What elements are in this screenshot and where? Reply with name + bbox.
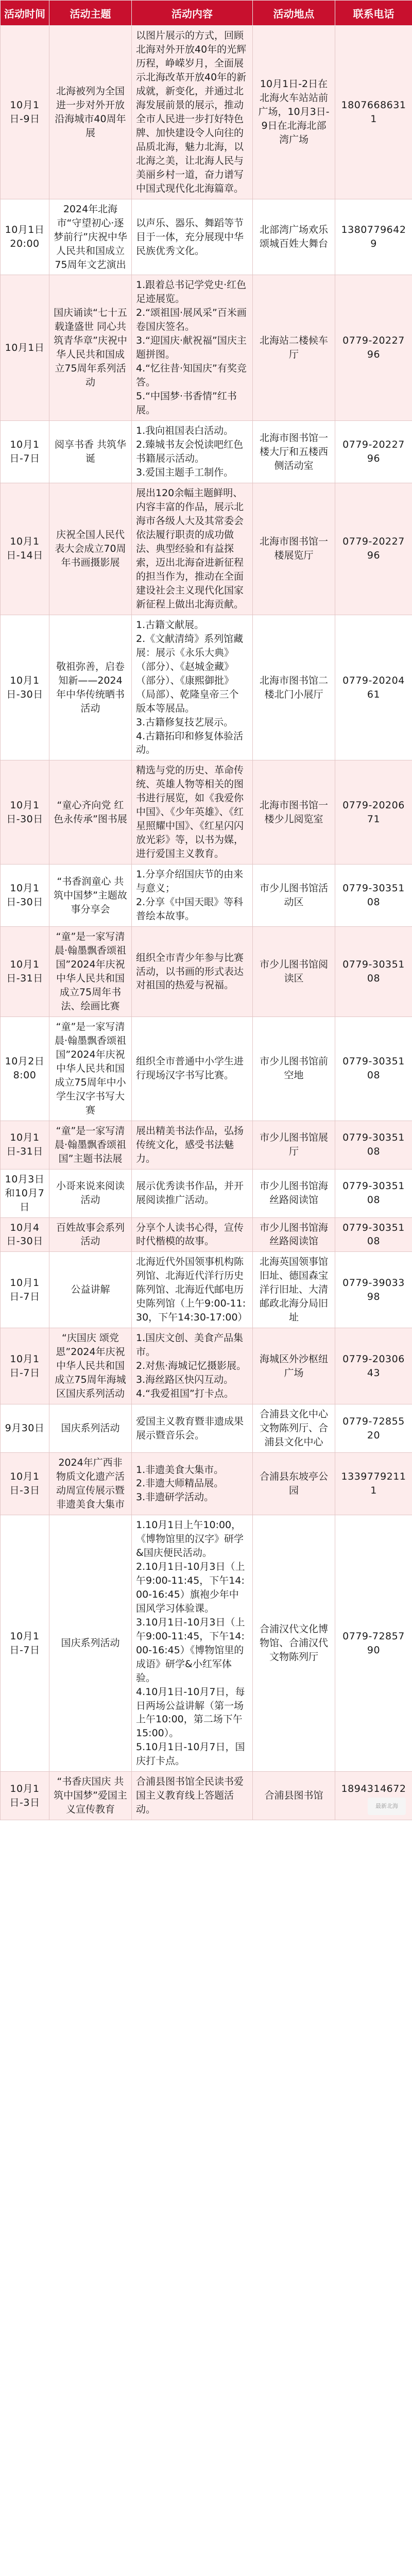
cell-phone: 0779-2022796: [335, 275, 412, 421]
cell-phone: 18076686311: [335, 26, 412, 199]
table-row: [1, 865, 412, 927]
cell-content: 1.我向祖国表白活动。 2.臻城书友会悦读吧红色书籍展示活动。 3.爱国主题手工制作。: [132, 421, 253, 483]
cell-phone: 13807796429: [335, 199, 412, 275]
cell-place: 北海市图书馆二楼北门小展厅: [253, 615, 335, 760]
cell-phone: 0779-3903398: [335, 1252, 412, 1328]
table-row: [1, 1169, 412, 1217]
cell-phone: 0779-2020461: [335, 615, 412, 760]
cell-place: 市少儿图书馆活动区: [253, 865, 335, 927]
cell-phone: 13397792111: [335, 1453, 412, 1515]
cell-time: 10月1日-9日: [1, 26, 49, 199]
cell-content: 精选与党的历史、革命传统、英雄人物等相关的图书进行展览，如《我爱你中国》、《少年英雄》、《红星照耀中国》、《红星闪闪放光彩》等，以书为媒，进行爱国主义教育。: [132, 760, 253, 865]
cell-content: 组织全市普通中小学生进行现场汉字书写比赛。: [132, 1016, 253, 1121]
cell-content: 1.10月1日上午10:00，《博物馆里的汉字》研学&国庆便民活动。 2.10月1日-10月3日（上午9:00-11:45，下午14:00-16:45）旗袍少年中国风学习体验课。 3.10月1日-10月3日（上午9:00-11:45，下午14:00-16:45）《博物馆里的成语》研学&小红军体验。 4.10月1日-10月7日，每日两场公益讲解（第一场上午10:00，第二场下午15:00）。 5.10月1日-10月7日，国庆打卡点。: [132, 1515, 253, 1771]
cell-content: 组织全市青少年参与比赛活动，以书画的形式表达对祖国的热爱与祝福。: [132, 927, 253, 1017]
table-header: [1, 1, 412, 26]
cell-theme: 2024年北海市“守望初心·逐梦前行”庆祝中华人民共和国成立75周年文艺演出: [49, 199, 132, 275]
cell-time: 10月2日8:00: [1, 1016, 49, 1121]
cell-place: 市少儿图书馆阅读区: [253, 927, 335, 1017]
table-row: [1, 1016, 412, 1121]
table-row: [1, 1515, 412, 1771]
table-row: [1, 927, 412, 1017]
cell-time: 10月1日-30日: [1, 865, 49, 927]
cell-theme: “童心齐向党 红色永传承”图书展: [49, 760, 132, 865]
table-row: [1, 760, 412, 865]
cell-place: 合浦县东坡亭公园: [253, 1453, 335, 1515]
header-content: 活动内容: [132, 1, 253, 26]
cell-time: 10月3日和10月7日: [1, 1169, 49, 1217]
cell-content: 合浦县图书馆全民读书爱国主义教育线上答题活动。: [132, 1772, 253, 1820]
cell-content: 1.国庆文创、美食产品集市。 2.对焦·海城记忆摄影展。 3.海丝路区快闪互动。 4.“我爱祖国”打卡点。: [132, 1328, 253, 1404]
cell-place: 海城区外沙枢纽广场: [253, 1328, 335, 1404]
cell-content: 以图片展示的方式，回顾北海对外开放40年的光辉历程，峥嵘岁月，全面展示北海改革开放40年的新成就，新变化，并通过北海发展前景的展示，推动全市人民进一步打好特色牌、加快建设令人向往的品质北海，魅力北海，以北海之美，让北海人民与美丽乡村一道，奋力谱写中国式现代化北海篇章。: [132, 26, 253, 199]
table-row: [1, 1772, 412, 1820]
cell-content: 以声乐、器乐、舞蹈等节目于一体，充分展现中华民族优秀文化。: [132, 199, 253, 275]
table-row: [1, 199, 412, 275]
cell-phone: 0779-3035108: [335, 927, 412, 1017]
cell-place: 市少儿图书馆展厅: [253, 1121, 335, 1169]
cell-theme: “书香润童心 共筑中国梦”主题故事分享会: [49, 865, 132, 927]
cell-phone: 0779-3035108: [335, 1169, 412, 1217]
cell-time: 10月1日: [1, 275, 49, 421]
cell-place: 北海市图书馆一楼展览厅: [253, 483, 335, 615]
cell-place: 10月1日-2日在北海火车站站前广场，10月3日-9日在北海北部湾广场: [253, 26, 335, 199]
cell-content: 展示优秀读书作品，并开展阅读推广活动。: [132, 1169, 253, 1217]
site-watermark: 最新北海: [368, 1798, 406, 1815]
cell-place: 北海市图书馆一楼大厅和五楼西侧活动室: [253, 421, 335, 483]
cell-theme: 北海被列为全国进一步对外开放沿海城市40周年展: [49, 26, 132, 199]
cell-theme: 小哥来说来阅读活动: [49, 1169, 132, 1217]
cell-place: 市少儿图书馆前空地: [253, 1016, 335, 1121]
cell-theme: “童”是一家写清晨·翰墨飘香颂祖国”2024年庆祝中华人民共和国成立75周年书法、绘画比赛: [49, 927, 132, 1017]
table-row: [1, 421, 412, 483]
cell-theme: 敬祖弥善，启卷知新——2024年中华传统晒书活动: [49, 615, 132, 760]
cell-place: 合浦县图书馆: [253, 1772, 335, 1820]
cell-theme: 国庆系列活动: [49, 1404, 132, 1453]
table-row: [1, 615, 412, 760]
cell-theme: 百姓故事会系列活动: [49, 1217, 132, 1252]
cell-place: 北海站二楼候车厅: [253, 275, 335, 421]
table-row: [1, 1217, 412, 1252]
cell-phone: 0779-7285790: [335, 1515, 412, 1771]
cell-content: 1.古籍文献展。 2.《文献清绮》系列馆藏展：展示《永乐大典》（部分）、《赵城金藏》（部分）、《康熙御批》（局部）、乾隆皇帝三个版本等展品。 3.古籍修复技艺展示。 4.古籍拓印和修复体验活动。: [132, 615, 253, 760]
cell-content: 展出120余幅主题鲜明、内容丰富的作品，展示北海市各级人大及其常委会依法履行职责的成功做法、典型经验和有益探索，迈出北海奋进新征程的担当作为，推动在全面建设社会主义现代化国家新征程上做出北海贡献。: [132, 483, 253, 615]
cell-theme: 国庆系列活动: [49, 1515, 132, 1771]
cell-place: 市少儿图书馆海丝路阅读馆: [253, 1217, 335, 1252]
cell-content: 展出精美书法作品，弘扬传统文化，感受书法魅力。: [132, 1121, 253, 1169]
cell-phone: 1894314672: [335, 1772, 412, 1820]
cell-phone: 0779-7285520: [335, 1404, 412, 1453]
cell-phone: 0779-2022796: [335, 483, 412, 615]
cell-time: 10月1日-30日: [1, 615, 49, 760]
cell-phone: 0779-3035108: [335, 865, 412, 927]
cell-theme: 庆祝全国人民代表大会成立70周年书画摄影展: [49, 483, 132, 615]
cell-time: 10月1日-31日: [1, 927, 49, 1017]
cell-time: 10月1日-3日: [1, 1772, 49, 1820]
cell-theme: “书香庆国庆 共筑中国梦”爱国主义宣传教育: [49, 1772, 132, 1820]
table-row: [1, 1404, 412, 1453]
cell-content: 北海近代外国领事机构陈列馆、北海近代洋行历史陈列馆、北海近代邮电历史陈列馆（上午9:00-11:30，下午14:30-17:00）: [132, 1252, 253, 1328]
table-row: [1, 1453, 412, 1515]
cell-theme: “庆国庆 颂党恩”2024年庆祝中华人民共和国成立75周年海城区国庆系列活动: [49, 1328, 132, 1404]
cell-time: 10月1日-31日: [1, 1121, 49, 1169]
table-row: [1, 1252, 412, 1328]
table-body: [1, 26, 412, 1820]
cell-theme: “童”是一家写清晨·翰墨飘香颂祖国”2024年庆祝中华人民共和国成立75周年中小学生汉字书写大赛: [49, 1016, 132, 1121]
cell-phone: 0779-2022796: [335, 421, 412, 483]
cell-time: 10月4日-30日: [1, 1217, 49, 1252]
table-header-row: [1, 1, 412, 26]
header-theme: 活动主题: [49, 1, 132, 26]
cell-time: 10月1日-7日: [1, 421, 49, 483]
cell-phone: 0779-3035108: [335, 1121, 412, 1169]
header-time: 活动时间: [1, 1, 49, 26]
cell-time: 10月1日-30日: [1, 760, 49, 865]
cell-place: 市少儿图书馆海丝路阅读馆: [253, 1169, 335, 1217]
cell-place: 合浦汉代文化博物馆、合浦汉代文物陈列厅: [253, 1515, 335, 1771]
header-place: 活动地点: [253, 1, 335, 26]
cell-phone: 0779-3035108: [335, 1217, 412, 1252]
table-row: [1, 275, 412, 421]
table-row: [1, 26, 412, 199]
header-phone: 联系电话: [335, 1, 412, 26]
cell-place: 北海市图书馆一楼少儿阅览室: [253, 760, 335, 865]
cell-place: 合浦县文化中心文物陈列厅、合浦县文化中心: [253, 1404, 335, 1453]
cell-time: 10月1日-3日: [1, 1453, 49, 1515]
table-row: [1, 483, 412, 615]
cell-theme: “童”是一家写清晨·翰墨飘香颂祖国”主题书法展: [49, 1121, 132, 1169]
cell-phone: 0779-2030643: [335, 1328, 412, 1404]
cell-place: 北海英国领事馆旧址、德国森宝洋行旧址、大清邮政北海分局旧址: [253, 1252, 335, 1328]
cell-time: 10月1日-14日: [1, 483, 49, 615]
cell-content: 爱国主义教育暨非遗成果展示暨音乐会。: [132, 1404, 253, 1453]
cell-content: 分享个人读书心得，宣传时代楷模的故事。: [132, 1217, 253, 1252]
cell-time: 9月30日: [1, 1404, 49, 1453]
cell-phone: 0779-3035108: [335, 1016, 412, 1121]
cell-theme: 国庆诵读“七十五载逢盛世 同心共筑青华章”庆祝中华人民共和国成立75周年系列活动: [49, 275, 132, 421]
cell-phone: 0779-2020671: [335, 760, 412, 865]
cell-content: 1.跟着总书记学党史·红色足迹展览。 2.“颂祖国·展风采”百米画卷国庆签名。 3.“迎国庆·献祝福”国庆主题拼图。 4.“忆往昔·知国庆”有奖竞答。 5.“中国梦·书香情”红书展。: [132, 275, 253, 421]
cell-place: 北部湾广场欢乐颂城百姓大舞台: [253, 199, 335, 275]
cell-time: 10月1日-7日: [1, 1328, 49, 1404]
cell-theme: 2024年广西非物质文化遗产活动周宣传展示暨非遗美食大集市: [49, 1453, 132, 1515]
table-row: [1, 1328, 412, 1404]
cell-theme: 公益讲解: [49, 1252, 132, 1328]
cell-time: 10月1日-7日: [1, 1252, 49, 1328]
cell-theme: 阅享书香 共筑华诞: [49, 421, 132, 483]
cell-content: 1.非遗美食大集市。 2.非遗大师精品展。 3.非遗研学活动。: [132, 1453, 253, 1515]
cell-time: 10月1日20:00: [1, 199, 49, 275]
cell-content: 1.分享介绍国庆节的由来与意义； 2.分享《中国天眼》等科普绘本故事。: [132, 865, 253, 927]
table-row: [1, 1121, 412, 1169]
cell-time: 10月1日-7日: [1, 1515, 49, 1771]
